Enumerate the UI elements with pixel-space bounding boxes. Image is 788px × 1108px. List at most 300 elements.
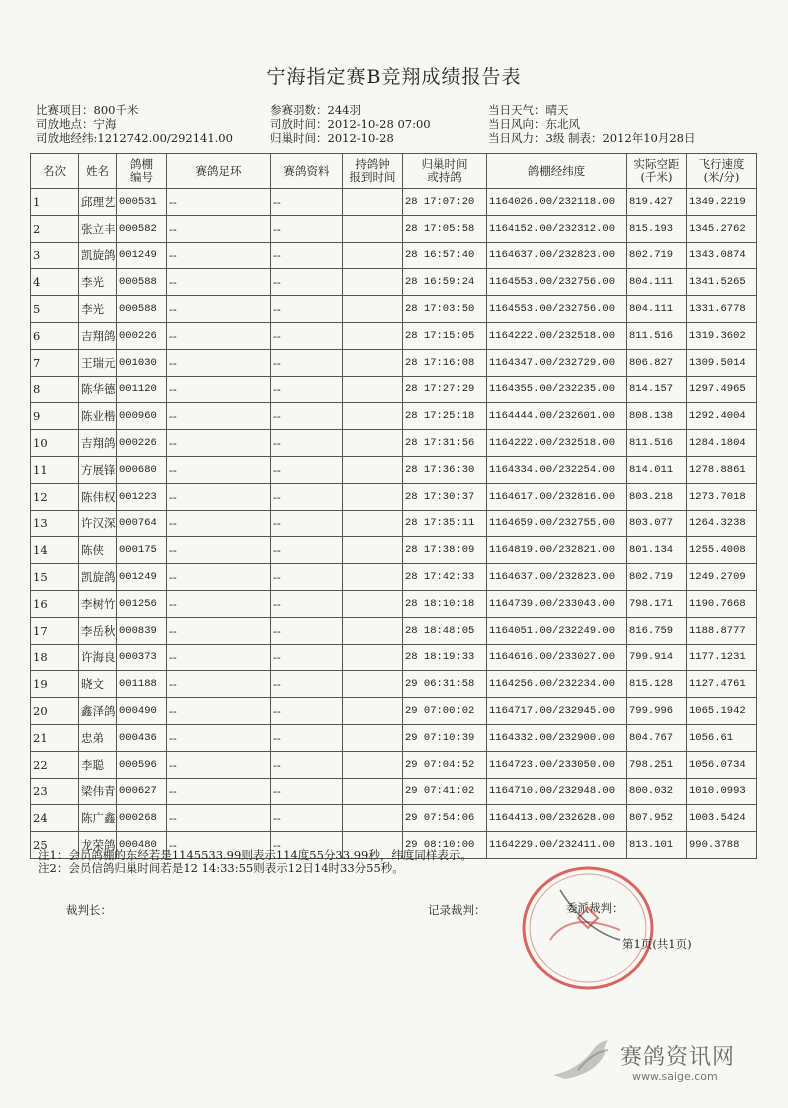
race-info-left xyxy=(36,103,233,145)
cell-ring: -- xyxy=(167,644,271,671)
table-row xyxy=(31,778,757,805)
cell-speed: 1264.3238 xyxy=(687,510,757,537)
judge-signature-label: 裁判长： xyxy=(66,903,112,917)
cell-speed: 1249.2709 xyxy=(687,564,757,591)
cell-name: 晓文 xyxy=(79,671,117,698)
cell-clock xyxy=(343,644,403,671)
record-signature-label: 记录裁判： xyxy=(428,903,486,917)
header-time: 归巢时间 或持鸽 xyxy=(403,154,487,189)
cell-loft: 000627 xyxy=(117,778,167,805)
cell-loft: 000582 xyxy=(117,215,167,242)
cell-coord: 1164637.00/232823.00 xyxy=(487,564,627,591)
cell-rank: 7 xyxy=(31,349,79,376)
header-rank: 名次 xyxy=(31,154,79,189)
cell-coord: 1164334.00/232254.00 xyxy=(487,456,627,483)
cell-dist: 813.101 xyxy=(627,832,687,859)
cell-rank: 11 xyxy=(31,456,79,483)
cell-info: -- xyxy=(271,537,343,564)
release-time: 司放时间：2012-10-28 07:00 xyxy=(270,117,431,131)
cell-name: 邱理艺 xyxy=(79,189,117,216)
cell-rank: 21 xyxy=(31,724,79,751)
cell-name: 许海良 xyxy=(79,644,117,671)
cell-name: 陈伟权 xyxy=(79,483,117,510)
cell-dist: 806.827 xyxy=(627,349,687,376)
table-row xyxy=(31,644,757,671)
return-date: 归巢时间：2012-10-28 xyxy=(270,131,394,145)
cell-rank: 10 xyxy=(31,430,79,457)
table-row xyxy=(31,296,757,323)
release-location: 司放地点：宁海 xyxy=(36,117,117,131)
cell-rank: 4 xyxy=(31,269,79,296)
cell-name: 王瑞元 xyxy=(79,349,117,376)
cell-dist: 807.952 xyxy=(627,805,687,832)
cell-info: -- xyxy=(271,296,343,323)
table-row xyxy=(31,242,757,269)
cell-info: -- xyxy=(271,242,343,269)
cell-loft: 000373 xyxy=(117,644,167,671)
wind-direction: 当日风向：东北风 xyxy=(488,117,580,131)
cell-time: 28 16:57:40 xyxy=(403,242,487,269)
cell-loft: 000596 xyxy=(117,751,167,778)
cell-speed: 1273.7018 xyxy=(687,483,757,510)
table-row xyxy=(31,269,757,296)
cell-name: 张立丰 xyxy=(79,215,117,242)
note-2: 注2：会员信鸽归巢时间若是12 14:33:55则表示12日14时33分55秒。 xyxy=(38,861,404,875)
cell-rank: 15 xyxy=(31,564,79,591)
cell-coord: 1164347.00/232729.00 xyxy=(487,349,627,376)
cell-name: 鑫泽鸽 xyxy=(79,698,117,725)
table-row xyxy=(31,617,757,644)
cell-time: 29 07:54:06 xyxy=(403,805,487,832)
cell-loft: 000960 xyxy=(117,403,167,430)
cell-info: -- xyxy=(271,510,343,537)
cell-time: 28 18:48:05 xyxy=(403,617,487,644)
cell-rank: 5 xyxy=(31,296,79,323)
cell-dist: 804.111 xyxy=(627,296,687,323)
table-row xyxy=(31,671,757,698)
cell-ring: -- xyxy=(167,456,271,483)
cell-rank: 18 xyxy=(31,644,79,671)
cell-name: 吉翔鸽 xyxy=(79,322,117,349)
cell-rank: 24 xyxy=(31,805,79,832)
cell-dist: 803.077 xyxy=(627,510,687,537)
entry-count: 参赛羽数：244羽 xyxy=(270,103,361,117)
cell-ring: -- xyxy=(167,751,271,778)
cell-ring: -- xyxy=(167,269,271,296)
cell-coord: 1164617.00/232816.00 xyxy=(487,483,627,510)
cell-rank: 20 xyxy=(31,698,79,725)
cell-loft: 001188 xyxy=(117,671,167,698)
cell-info: -- xyxy=(271,778,343,805)
cell-info: -- xyxy=(271,215,343,242)
wind-force-and-date: 当日风力：3级 制表：2012年10月28日 xyxy=(488,131,696,145)
cell-dist: 815.128 xyxy=(627,671,687,698)
cell-loft: 000839 xyxy=(117,617,167,644)
watermark-url: www.saige.com xyxy=(632,1070,718,1083)
cell-clock xyxy=(343,403,403,430)
cell-speed: 1065.1942 xyxy=(687,698,757,725)
cell-time: 29 07:00:02 xyxy=(403,698,487,725)
release-coord: 司放地经纬:1212742.00/292141.00 xyxy=(36,131,233,145)
weather: 当日天气：晴天 xyxy=(488,103,569,117)
cell-speed: 1343.0874 xyxy=(687,242,757,269)
results-body xyxy=(31,189,757,859)
cell-speed: 1297.4965 xyxy=(687,376,757,403)
cell-clock xyxy=(343,430,403,457)
cell-loft: 000175 xyxy=(117,537,167,564)
header-info: 赛鸽资料 xyxy=(271,154,343,189)
cell-info: -- xyxy=(271,483,343,510)
cell-clock xyxy=(343,805,403,832)
cell-dist: 802.719 xyxy=(627,564,687,591)
cell-speed: 1349.2219 xyxy=(687,189,757,216)
cell-time: 28 17:36:30 xyxy=(403,456,487,483)
cell-coord: 1164616.00/233027.00 xyxy=(487,644,627,671)
cell-speed: 1292.4004 xyxy=(687,403,757,430)
cell-time: 28 18:10:18 xyxy=(403,590,487,617)
cell-coord: 1164444.00/232601.00 xyxy=(487,403,627,430)
cell-time: 28 16:59:24 xyxy=(403,269,487,296)
cell-rank: 14 xyxy=(31,537,79,564)
cell-clock xyxy=(343,778,403,805)
cell-dist: 799.996 xyxy=(627,698,687,725)
table-row xyxy=(31,698,757,725)
cell-loft: 000226 xyxy=(117,322,167,349)
cell-coord: 1164152.00/232312.00 xyxy=(487,215,627,242)
cell-info: -- xyxy=(271,698,343,725)
cell-speed: 1331.6778 xyxy=(687,296,757,323)
table-row xyxy=(31,322,757,349)
cell-rank: 3 xyxy=(31,242,79,269)
cell-loft: 000480 xyxy=(117,832,167,859)
cell-name: 陈华德 xyxy=(79,376,117,403)
cell-loft: 001223 xyxy=(117,483,167,510)
cell-speed: 990.3788 xyxy=(687,832,757,859)
cell-info: -- xyxy=(271,189,343,216)
cell-name: 李光 xyxy=(79,269,117,296)
header-dist: 实际空距 (千米) xyxy=(627,154,687,189)
cell-clock xyxy=(343,242,403,269)
cell-rank: 22 xyxy=(31,751,79,778)
cell-ring: -- xyxy=(167,832,271,859)
table-header-row xyxy=(31,154,757,189)
cell-coord: 1164637.00/232823.00 xyxy=(487,242,627,269)
cell-coord: 1164710.00/232948.00 xyxy=(487,778,627,805)
cell-dist: 800.032 xyxy=(627,778,687,805)
cell-time: 29 07:04:52 xyxy=(403,751,487,778)
cell-dist: 808.138 xyxy=(627,403,687,430)
cell-time: 28 17:03:50 xyxy=(403,296,487,323)
cell-ring: -- xyxy=(167,242,271,269)
cell-clock xyxy=(343,617,403,644)
cell-time: 28 17:25:18 xyxy=(403,403,487,430)
cell-ring: -- xyxy=(167,724,271,751)
cell-rank: 17 xyxy=(31,617,79,644)
cell-coord: 1164332.00/232900.00 xyxy=(487,724,627,751)
cell-speed: 1003.5424 xyxy=(687,805,757,832)
header-clock: 持鸽钟 报到时间 xyxy=(343,154,403,189)
cell-clock xyxy=(343,269,403,296)
cell-clock xyxy=(343,296,403,323)
cell-clock xyxy=(343,189,403,216)
page-number: 第1页(共1页) xyxy=(622,937,692,951)
cell-info: -- xyxy=(271,671,343,698)
cell-name: 龙荣鸽 xyxy=(79,832,117,859)
cell-info: -- xyxy=(271,376,343,403)
delegate-signature-label: 委派裁判： xyxy=(566,901,624,915)
cell-loft: 000490 xyxy=(117,698,167,725)
cell-coord: 1164229.00/232411.00 xyxy=(487,832,627,859)
cell-loft: 001120 xyxy=(117,376,167,403)
cell-ring: -- xyxy=(167,215,271,242)
table-row xyxy=(31,724,757,751)
cell-rank: 12 xyxy=(31,483,79,510)
cell-time: 28 17:07:20 xyxy=(403,189,487,216)
cell-rank: 1 xyxy=(31,189,79,216)
cell-ring: -- xyxy=(167,778,271,805)
table-row xyxy=(31,189,757,216)
cell-info: -- xyxy=(271,590,343,617)
cell-loft: 001256 xyxy=(117,590,167,617)
cell-rank: 2 xyxy=(31,215,79,242)
cell-coord: 1164051.00/232249.00 xyxy=(487,617,627,644)
cell-info: -- xyxy=(271,322,343,349)
cell-loft: 000588 xyxy=(117,296,167,323)
cell-dist: 804.111 xyxy=(627,269,687,296)
cell-clock xyxy=(343,751,403,778)
cell-clock xyxy=(343,483,403,510)
cell-loft: 000764 xyxy=(117,510,167,537)
cell-rank: 19 xyxy=(31,671,79,698)
cell-ring: -- xyxy=(167,430,271,457)
table-row xyxy=(31,430,757,457)
cell-speed: 1190.7668 xyxy=(687,590,757,617)
cell-speed: 1177.1231 xyxy=(687,644,757,671)
cell-time: 29 06:31:58 xyxy=(403,671,487,698)
cell-time: 28 17:31:56 xyxy=(403,430,487,457)
table-row xyxy=(31,805,757,832)
cell-ring: -- xyxy=(167,349,271,376)
official-stamp-icon xyxy=(510,860,660,1000)
cell-name: 李光 xyxy=(79,296,117,323)
cell-time: 29 07:41:02 xyxy=(403,778,487,805)
cell-clock xyxy=(343,510,403,537)
cell-speed: 1056.0734 xyxy=(687,751,757,778)
cell-time: 28 17:15:05 xyxy=(403,322,487,349)
cell-coord: 1164355.00/232235.00 xyxy=(487,376,627,403)
cell-dist: 814.011 xyxy=(627,456,687,483)
table-row xyxy=(31,215,757,242)
cell-name: 陈广鑫 xyxy=(79,805,117,832)
cell-clock xyxy=(343,698,403,725)
cell-name: 吉翔鸽 xyxy=(79,430,117,457)
results-table xyxy=(30,153,757,859)
cell-dist: 811.516 xyxy=(627,322,687,349)
table-row xyxy=(31,751,757,778)
cell-ring: -- xyxy=(167,189,271,216)
cell-clock xyxy=(343,724,403,751)
cell-rank: 9 xyxy=(31,403,79,430)
cell-name: 许汉深 xyxy=(79,510,117,537)
cell-info: -- xyxy=(271,456,343,483)
cell-loft: 001030 xyxy=(117,349,167,376)
header-loft: 鸽棚 编号 xyxy=(117,154,167,189)
cell-time: 28 17:42:33 xyxy=(403,564,487,591)
cell-info: -- xyxy=(271,349,343,376)
cell-time: 28 17:30:37 xyxy=(403,483,487,510)
cell-coord: 1164222.00/232518.00 xyxy=(487,430,627,457)
cell-time: 28 17:05:58 xyxy=(403,215,487,242)
cell-ring: -- xyxy=(167,510,271,537)
cell-coord: 1164553.00/232756.00 xyxy=(487,269,627,296)
cell-dist: 816.759 xyxy=(627,617,687,644)
cell-clock xyxy=(343,322,403,349)
cell-name: 陈业楷 xyxy=(79,403,117,430)
cell-clock xyxy=(343,590,403,617)
cell-name: 凯旋鸽 xyxy=(79,242,117,269)
cell-dist: 814.157 xyxy=(627,376,687,403)
table-row xyxy=(31,590,757,617)
cell-ring: -- xyxy=(167,403,271,430)
header-name: 姓名 xyxy=(79,154,117,189)
cell-rank: 16 xyxy=(31,590,79,617)
cell-name: 梁伟青 xyxy=(79,778,117,805)
cell-time: 29 07:10:39 xyxy=(403,724,487,751)
cell-coord: 1164413.00/232628.00 xyxy=(487,805,627,832)
cell-ring: -- xyxy=(167,376,271,403)
cell-info: -- xyxy=(271,724,343,751)
cell-time: 29 08:10:00 xyxy=(403,832,487,859)
cell-dist: 798.251 xyxy=(627,751,687,778)
cell-info: -- xyxy=(271,644,343,671)
cell-time: 28 17:38:09 xyxy=(403,537,487,564)
cell-coord: 1164723.00/233050.00 xyxy=(487,751,627,778)
cell-clock xyxy=(343,349,403,376)
cell-coord: 1164553.00/232756.00 xyxy=(487,296,627,323)
cell-ring: -- xyxy=(167,296,271,323)
header-speed: 飞行速度 (米/分) xyxy=(687,154,757,189)
cell-speed: 1255.4008 xyxy=(687,537,757,564)
cell-clock xyxy=(343,537,403,564)
cell-rank: 6 xyxy=(31,322,79,349)
cell-ring: -- xyxy=(167,698,271,725)
race-info-mid xyxy=(270,103,431,145)
cell-loft: 000680 xyxy=(117,456,167,483)
cell-loft: 001249 xyxy=(117,242,167,269)
cell-loft: 000588 xyxy=(117,269,167,296)
cell-name: 凯旋鸽 xyxy=(79,564,117,591)
cell-info: -- xyxy=(271,617,343,644)
cell-dist: 811.516 xyxy=(627,430,687,457)
cell-speed: 1341.5265 xyxy=(687,269,757,296)
cell-time: 28 17:16:08 xyxy=(403,349,487,376)
cell-coord: 1164222.00/232518.00 xyxy=(487,322,627,349)
cell-speed: 1278.8861 xyxy=(687,456,757,483)
race-item: 比赛项目：800千米 xyxy=(36,103,139,117)
watermark-title: 赛鸽资讯网 xyxy=(620,1045,736,1070)
cell-coord: 1164256.00/232234.00 xyxy=(487,671,627,698)
cell-rank: 25 xyxy=(31,832,79,859)
header-coord: 鸽棚经纬度 xyxy=(487,154,627,189)
cell-clock xyxy=(343,564,403,591)
cell-loft: 000226 xyxy=(117,430,167,457)
cell-rank: 23 xyxy=(31,778,79,805)
cell-time: 28 18:19:33 xyxy=(403,644,487,671)
cell-ring: -- xyxy=(167,805,271,832)
cell-ring: -- xyxy=(167,590,271,617)
cell-rank: 8 xyxy=(31,376,79,403)
cell-info: -- xyxy=(271,805,343,832)
table-row xyxy=(31,537,757,564)
cell-coord: 1164026.00/232118.00 xyxy=(487,189,627,216)
cell-ring: -- xyxy=(167,564,271,591)
cell-coord: 1164819.00/232821.00 xyxy=(487,537,627,564)
cell-ring: -- xyxy=(167,483,271,510)
cell-dist: 802.719 xyxy=(627,242,687,269)
cell-clock xyxy=(343,376,403,403)
cell-name: 李树竹 xyxy=(79,590,117,617)
cell-ring: -- xyxy=(167,617,271,644)
cell-name: 李聪 xyxy=(79,751,117,778)
cell-name: 方展锋 xyxy=(79,456,117,483)
cell-info: -- xyxy=(271,430,343,457)
cell-rank: 13 xyxy=(31,510,79,537)
cell-dist: 803.218 xyxy=(627,483,687,510)
cell-ring: -- xyxy=(167,537,271,564)
cell-speed: 1127.4761 xyxy=(687,671,757,698)
pigeon-watermark-icon xyxy=(548,1030,618,1090)
cell-dist: 815.193 xyxy=(627,215,687,242)
table-row xyxy=(31,349,757,376)
cell-loft: 001249 xyxy=(117,564,167,591)
cell-clock xyxy=(343,671,403,698)
cell-speed: 1056.61 xyxy=(687,724,757,751)
cell-dist: 799.914 xyxy=(627,644,687,671)
cell-dist: 819.427 xyxy=(627,189,687,216)
cell-coord: 1164739.00/233043.00 xyxy=(487,590,627,617)
table-row xyxy=(31,564,757,591)
cell-loft: 000268 xyxy=(117,805,167,832)
cell-coord: 1164717.00/232945.00 xyxy=(487,698,627,725)
table-row xyxy=(31,456,757,483)
cell-info: -- xyxy=(271,403,343,430)
table-row xyxy=(31,483,757,510)
note-1: 注1：会员鸽棚的东经若是1145533.99则表示114度55分33.99秒，纬度同样表示。 xyxy=(38,848,472,862)
cell-name: 忠弟 xyxy=(79,724,117,751)
race-info-right xyxy=(488,103,696,145)
cell-speed: 1319.3602 xyxy=(687,322,757,349)
table-row xyxy=(31,403,757,430)
table-row xyxy=(31,376,757,403)
cell-name: 李岳秋 xyxy=(79,617,117,644)
cell-loft: 000531 xyxy=(117,189,167,216)
cell-info: -- xyxy=(271,269,343,296)
cell-speed: 1309.5014 xyxy=(687,349,757,376)
cell-dist: 798.171 xyxy=(627,590,687,617)
cell-speed: 1188.8777 xyxy=(687,617,757,644)
cell-clock xyxy=(343,456,403,483)
cell-name: 陈侠 xyxy=(79,537,117,564)
page-title: 宁海指定赛B竞翔成绩报告表 xyxy=(266,66,522,88)
cell-clock xyxy=(343,215,403,242)
cell-dist: 801.134 xyxy=(627,537,687,564)
cell-info: -- xyxy=(271,751,343,778)
notes xyxy=(38,849,472,875)
cell-time: 28 17:35:11 xyxy=(403,510,487,537)
cell-coord: 1164659.00/232755.00 xyxy=(487,510,627,537)
cell-info: -- xyxy=(271,832,343,859)
cell-ring: -- xyxy=(167,322,271,349)
